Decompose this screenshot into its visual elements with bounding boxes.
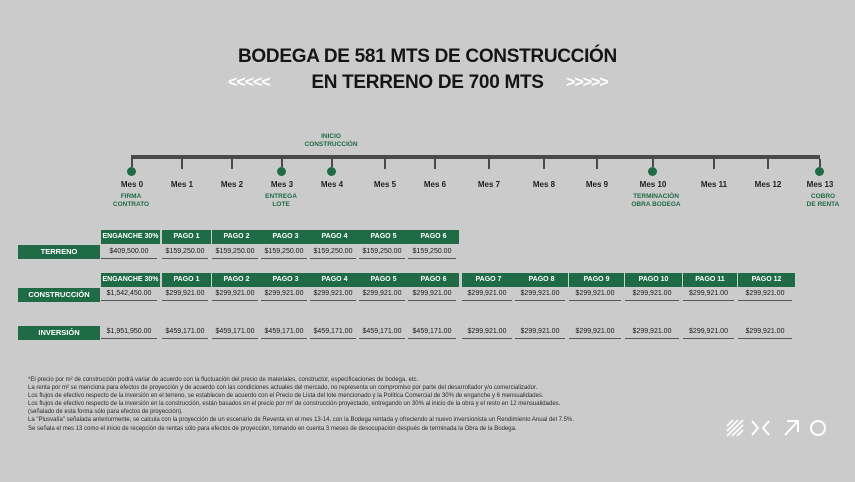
arrow-up-right-icon xyxy=(785,421,798,435)
month-label: Mes 2 xyxy=(220,180,244,189)
terreno-label: TERRENO xyxy=(18,245,100,259)
brand-logo-icons xyxy=(725,418,829,438)
chevrons-left-icon: <<<<< xyxy=(228,74,270,91)
footnote: La renta por m² se menciona para efectos de proyección y de acuerdo con las condiciones actuales del mercado, no representa un compromiso por parte del desarrollador y/o comercializador. xyxy=(28,385,538,392)
timeline-tick xyxy=(231,159,233,169)
month-label: Mes 4 xyxy=(320,180,344,189)
inversion-value-cell: $459,171.00 xyxy=(162,326,208,339)
month-label: Mes 11 xyxy=(700,180,728,189)
footnote: Se señala el mes 13 como el inicio de recepción de rentas sólo para efectos de proyección, tomando en cuenta 3 meses de desocupación después de terminada la Obra de la Bodega. xyxy=(28,425,517,432)
month-label: Mes 13 xyxy=(806,180,834,189)
timeline-dot xyxy=(648,167,657,176)
timeline-tick xyxy=(331,159,333,167)
construccion-header-cell: ENGANCHE 30% xyxy=(101,273,160,287)
timeline-tick xyxy=(819,159,821,167)
construccion-value-cell: $299,921.00 xyxy=(683,288,734,301)
event-firma-contrato: FIRMA CONTRATO xyxy=(112,193,150,208)
terreno-value-cell: $159,250.00 xyxy=(261,246,307,259)
construccion-header-cell: PAGO 4 xyxy=(310,273,359,287)
construccion-header-cell: PAGO 8 xyxy=(515,273,568,287)
construccion-value-cell: $299,921.00 xyxy=(462,288,512,301)
timeline-tick xyxy=(434,159,436,169)
construccion-value-cell: $299,921.00 xyxy=(625,288,679,301)
terreno-value-cell: $159,250.00 xyxy=(310,246,356,259)
timeline-dot xyxy=(815,167,824,176)
page-subtitle: EN TERRENO DE 700 MTS xyxy=(311,72,544,93)
footnote: (señalado de esta forma sólo para efectos de proyección). xyxy=(28,409,183,416)
terreno-value-cell: $409,500.00 xyxy=(101,246,157,259)
timeline-tick xyxy=(384,159,386,169)
construccion-header-cell: PAGO 11 xyxy=(683,273,737,287)
inversion-value-cell: $299,921.00 xyxy=(515,326,565,339)
construccion-header-cell: PAGO 1 xyxy=(162,273,211,287)
inversion-value-cell: $459,171.00 xyxy=(261,326,307,339)
footnote: *El precio por m² de construcción podrá variar de acuerdo con la fluctuación del precio de materiales, constructor, especificaciones de bodega, etc. xyxy=(28,377,419,383)
inversion-value-cell: $299,921.00 xyxy=(462,326,512,339)
terreno-header-cell: PAGO 6 xyxy=(408,230,459,244)
terreno-value-cell: $159,250.00 xyxy=(359,246,405,259)
month-label: Mes 12 xyxy=(754,180,782,189)
construccion-header-cell: PAGO 10 xyxy=(625,273,682,287)
month-label: Mes 3 xyxy=(270,180,294,189)
month-label: Mes 6 xyxy=(423,180,447,189)
month-label: Mes 9 xyxy=(585,180,609,189)
inversion-value-cell: $299,921.00 xyxy=(625,326,679,339)
timeline-tick xyxy=(281,159,283,167)
footnote: Los flujos de efectivo respecto de la inversión en la construcción, están basados en el precio por m² de construcción proyectado, entregando un 30% al inicio de la obra y el resto en 12 mensualidades. xyxy=(28,401,561,408)
inversion-value-cell: $1,951,950.00 xyxy=(101,326,157,339)
cross-chevrons-icon xyxy=(752,421,769,435)
construccion-value-cell: $299,921.00 xyxy=(408,288,456,301)
construccion-value-cell: $299,921.00 xyxy=(310,288,356,301)
inversion-value-cell: $459,171.00 xyxy=(408,326,456,339)
inversion-value-cell: $299,921.00 xyxy=(683,326,734,339)
construccion-header-cell: PAGO 9 xyxy=(569,273,624,287)
terreno-header-cell: ENGANCHE 30% xyxy=(101,230,160,244)
event-terminacion-obra: TERMINACIÓN OBRA BODEGA xyxy=(631,193,681,208)
event-entrega-lote: ENTREGA LOTE xyxy=(265,193,297,208)
month-label: Mes 8 xyxy=(532,180,556,189)
month-label: Mes 10 xyxy=(639,180,667,189)
timeline-tick xyxy=(543,159,545,169)
terreno-value-cell: $159,250.00 xyxy=(162,246,208,259)
terreno-header-cell: PAGO 4 xyxy=(310,230,359,244)
construccion-value-cell: $299,921.00 xyxy=(261,288,307,301)
event-cobro-renta: COBRO DE RENTA xyxy=(806,193,840,208)
timeline-dot xyxy=(327,167,336,176)
inversion-value-cell: $299,921.00 xyxy=(738,326,792,339)
construccion-value-cell: $299,921.00 xyxy=(212,288,258,301)
construccion-header-cell: PAGO 5 xyxy=(359,273,408,287)
construccion-value-cell: $299,921.00 xyxy=(569,288,621,301)
page-title: BODEGA DE 581 MTS DE CONSTRUCCIÓN xyxy=(238,46,617,67)
timeline-dot xyxy=(127,167,136,176)
construccion-value-cell: $299,921.00 xyxy=(359,288,405,301)
timeline-tick xyxy=(488,159,490,169)
construccion-label: CONSTRUCCIÓN xyxy=(18,288,100,302)
terreno-value-cell: $159,250.00 xyxy=(212,246,258,259)
month-label: Mes 7 xyxy=(477,180,501,189)
month-label: Mes 1 xyxy=(170,180,194,189)
chevrons-right-icon: >>>>> xyxy=(566,74,608,91)
timeline-tick xyxy=(767,159,769,169)
circle-icon xyxy=(811,421,825,435)
striped-square-icon xyxy=(727,420,743,436)
footnote: Los flujos de efectivo respecto de la inversión en el terreno, se establecen de acuerdo con el Precio de Lista del lote mencionado y la Política Comercial de 30% de enganche y 6 mensualidades. xyxy=(28,393,544,400)
timeline-dot xyxy=(277,167,286,176)
inicio-construccion-label: INICIO CONSTRUCCIÓN xyxy=(304,133,358,148)
month-label: Mes 5 xyxy=(373,180,397,189)
construccion-header-cell: PAGO 2 xyxy=(212,273,261,287)
inversion-value-cell: $459,171.00 xyxy=(310,326,356,339)
inversion-value-cell: $459,171.00 xyxy=(212,326,258,339)
construccion-value-cell: $1,542,450.00 xyxy=(101,288,157,301)
terreno-header-cell: PAGO 3 xyxy=(261,230,310,244)
timeline-tick xyxy=(131,159,133,167)
timeline-tick xyxy=(181,159,183,169)
footnote: La "Plusvalía" señalada anteriormente, se calcula con la proyección de un escenario de Reventa en el mes 13-14, con la Bodega rentada y ofreciendo al nuevo inversionista un Rendimiento Anual del 7.5%. xyxy=(28,417,574,424)
timeline-tick xyxy=(596,159,598,169)
terreno-header-cell: PAGO 1 xyxy=(162,230,211,244)
terreno-header-cell: PAGO 5 xyxy=(359,230,408,244)
construccion-value-cell: $299,921.00 xyxy=(162,288,208,301)
construccion-value-cell: $299,921.00 xyxy=(738,288,792,301)
construccion-header-cell: PAGO 12 xyxy=(738,273,795,287)
construccion-value-cell: $299,921.00 xyxy=(515,288,565,301)
inversion-label: INVERSIÓN xyxy=(18,326,100,340)
footnotes xyxy=(28,376,728,433)
timeline-tick xyxy=(652,159,654,167)
construccion-header-cell: PAGO 6 xyxy=(408,273,459,287)
timeline-line xyxy=(131,155,820,159)
inversion-value-cell: $299,921.00 xyxy=(569,326,621,339)
month-label: Mes 0 xyxy=(120,180,144,189)
inversion-value-cell: $459,171.00 xyxy=(359,326,405,339)
construccion-header-cell: PAGO 3 xyxy=(261,273,310,287)
terreno-header-cell: PAGO 2 xyxy=(212,230,261,244)
construccion-header-cell: PAGO 7 xyxy=(462,273,515,287)
terreno-value-cell: $159,250.00 xyxy=(408,246,456,259)
timeline-tick xyxy=(713,159,715,169)
